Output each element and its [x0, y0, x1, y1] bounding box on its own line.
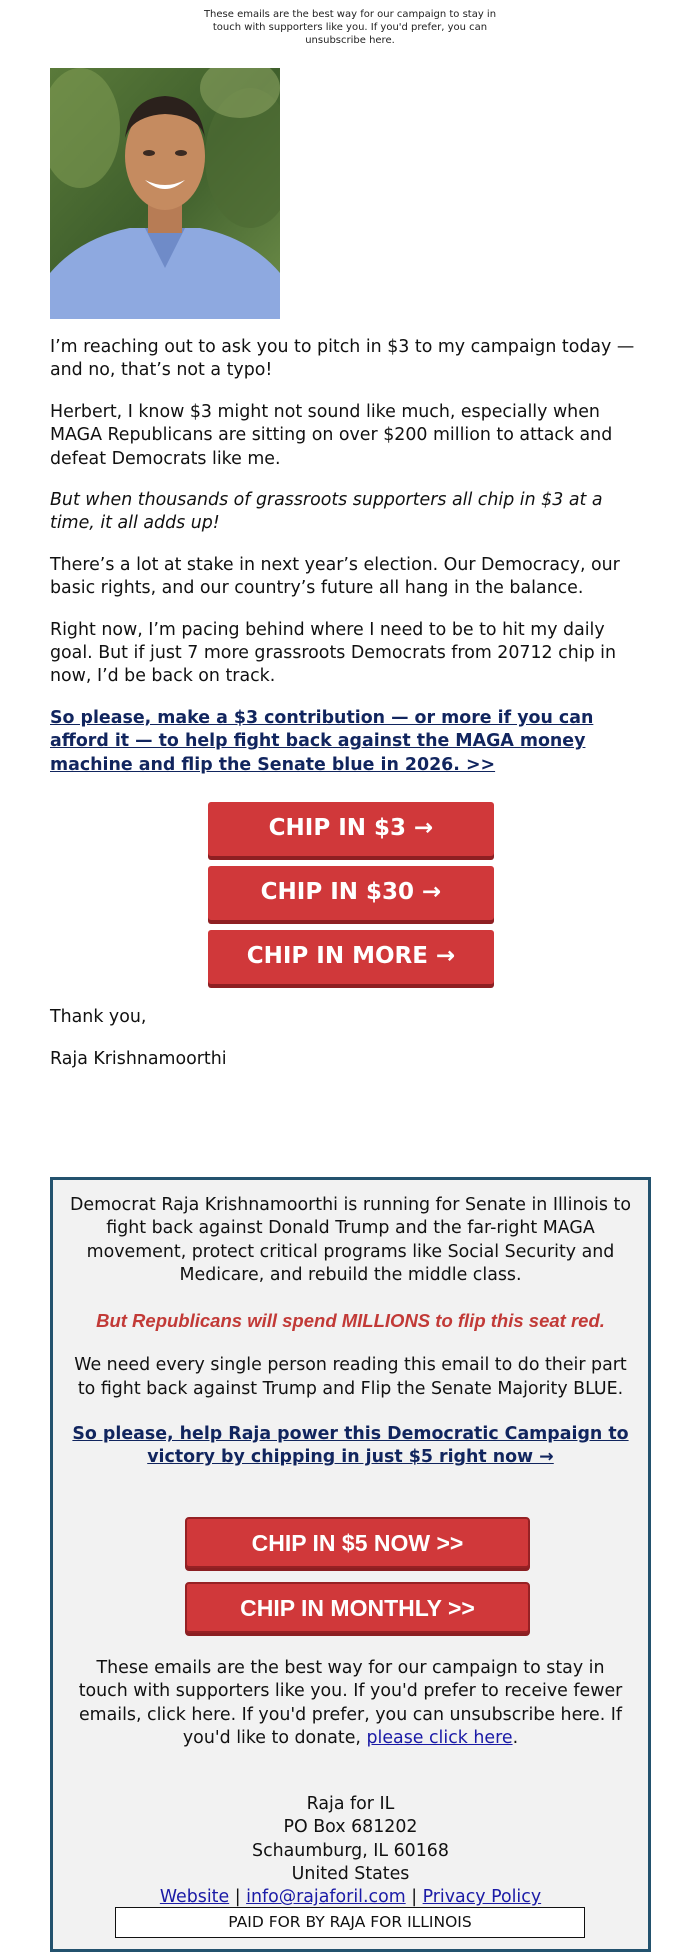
contribution-link[interactable]: So please, make a $3 contribution — or more if you can afford it — to help fight back against the MAGA money machine and flip the Senate blue in 2026. >>: [50, 707, 594, 775]
fine-print-text: These emails are the best way for our campaign to stay in touch with supporters like you. If you'd prefer to receive fewer emails, click here. If you'd prefer, you can unsubscribe here. If you'd like to donate,: [78, 1658, 623, 1748]
sign-off-thanks: Thank you,: [50, 1007, 147, 1027]
paragraph-stakes: There’s a lot at stake in next year’s election. Our Democracy, our basic rights, and our country’s future all hang in the balance.: [50, 554, 620, 599]
sign-off-name: Raja Krishnamoorthi: [50, 1049, 227, 1069]
email-body: [50, 336, 650, 797]
paragraph-personal: Herbert, I know $3 might not sound like much, especially when MAGA Republicans are sitting on over $200 million to attack and defeat Democrats like me.: [50, 401, 613, 469]
preheader-line-1: These emails are the best way for our campaign to stay in touch with supporters like you. If you'd prefer, you can: [203, 9, 497, 33]
chip-in-5-button[interactable]: CHIP IN $5 NOW >>: [185, 1517, 530, 1568]
footer-need: We need every single person reading this email to do their part to fight back against Trump and Flip the Senate Majority BLUE.: [74, 1355, 627, 1399]
chip-in-monthly-button[interactable]: CHIP IN MONTHLY >>: [185, 1582, 530, 1633]
fine-print-end: .: [512, 1727, 519, 1748]
please-click-here-link[interactable]: please click here: [366, 1727, 513, 1748]
footer-intro: Democrat Raja Krishnamoorthi is running for Senate in Illinois to fight back against Donald Trump and the far-right MAGA movement, protect critical programs like Social Security and Medicare, and rebuild the middle class.: [70, 1195, 631, 1285]
address-po-box: PO Box 681202: [283, 1817, 418, 1838]
paid-for-disclaimer: PAID FOR BY RAJA FOR ILLINOIS: [115, 1907, 585, 1938]
chip-in-3-button[interactable]: CHIP IN $3 →: [208, 802, 494, 856]
footer-box: [50, 1177, 651, 1952]
footer-fine-print: [53, 1657, 648, 1750]
chip-in-30-button[interactable]: CHIP IN $30 →: [208, 866, 494, 920]
address-city: Schaumburg, IL 60168: [252, 1840, 449, 1861]
footer-donate-link[interactable]: So please, help Raja power this Democratic Campaign to victory by chipping in just $5 right now →: [72, 1424, 629, 1468]
mailing-address: [53, 1793, 648, 1909]
paragraph-italic: But when thousands of grassroots supporters all chip in $3 at a time, it all adds up!: [50, 490, 603, 534]
paragraph-intro: I’m reaching out to ask you to pitch in $3 to my campaign today — and no, that’s not a typo!: [50, 337, 635, 381]
separator-2: |: [411, 1887, 418, 1908]
preheader: [0, 8, 700, 47]
separator-1: |: [234, 1887, 241, 1908]
footer-content: [53, 1194, 648, 1492]
paragraph-goal: Right now, I’m pacing behind where I need to be to hit my daily goal. But if just 7 more grassroots Democrats from 20712 chip in now, I’d be back on track.: [50, 619, 616, 687]
candidate-photo: [50, 68, 280, 319]
footer-warning: But Republicans will spend MILLIONS to flip this seat red.: [96, 1310, 605, 1332]
privacy-policy-link[interactable]: Privacy Policy: [422, 1887, 542, 1908]
chip-in-more-button[interactable]: CHIP IN MORE →: [208, 930, 494, 984]
preheader-unsubscribe-link[interactable]: unsubscribe here.: [305, 35, 395, 46]
footer-links-row: [53, 1886, 648, 1909]
address-country: United States: [291, 1863, 410, 1884]
address-org: Raja for IL: [306, 1794, 395, 1814]
website-link[interactable]: Website: [159, 1887, 230, 1908]
email-link[interactable]: info@rajaforil.com: [246, 1887, 406, 1908]
